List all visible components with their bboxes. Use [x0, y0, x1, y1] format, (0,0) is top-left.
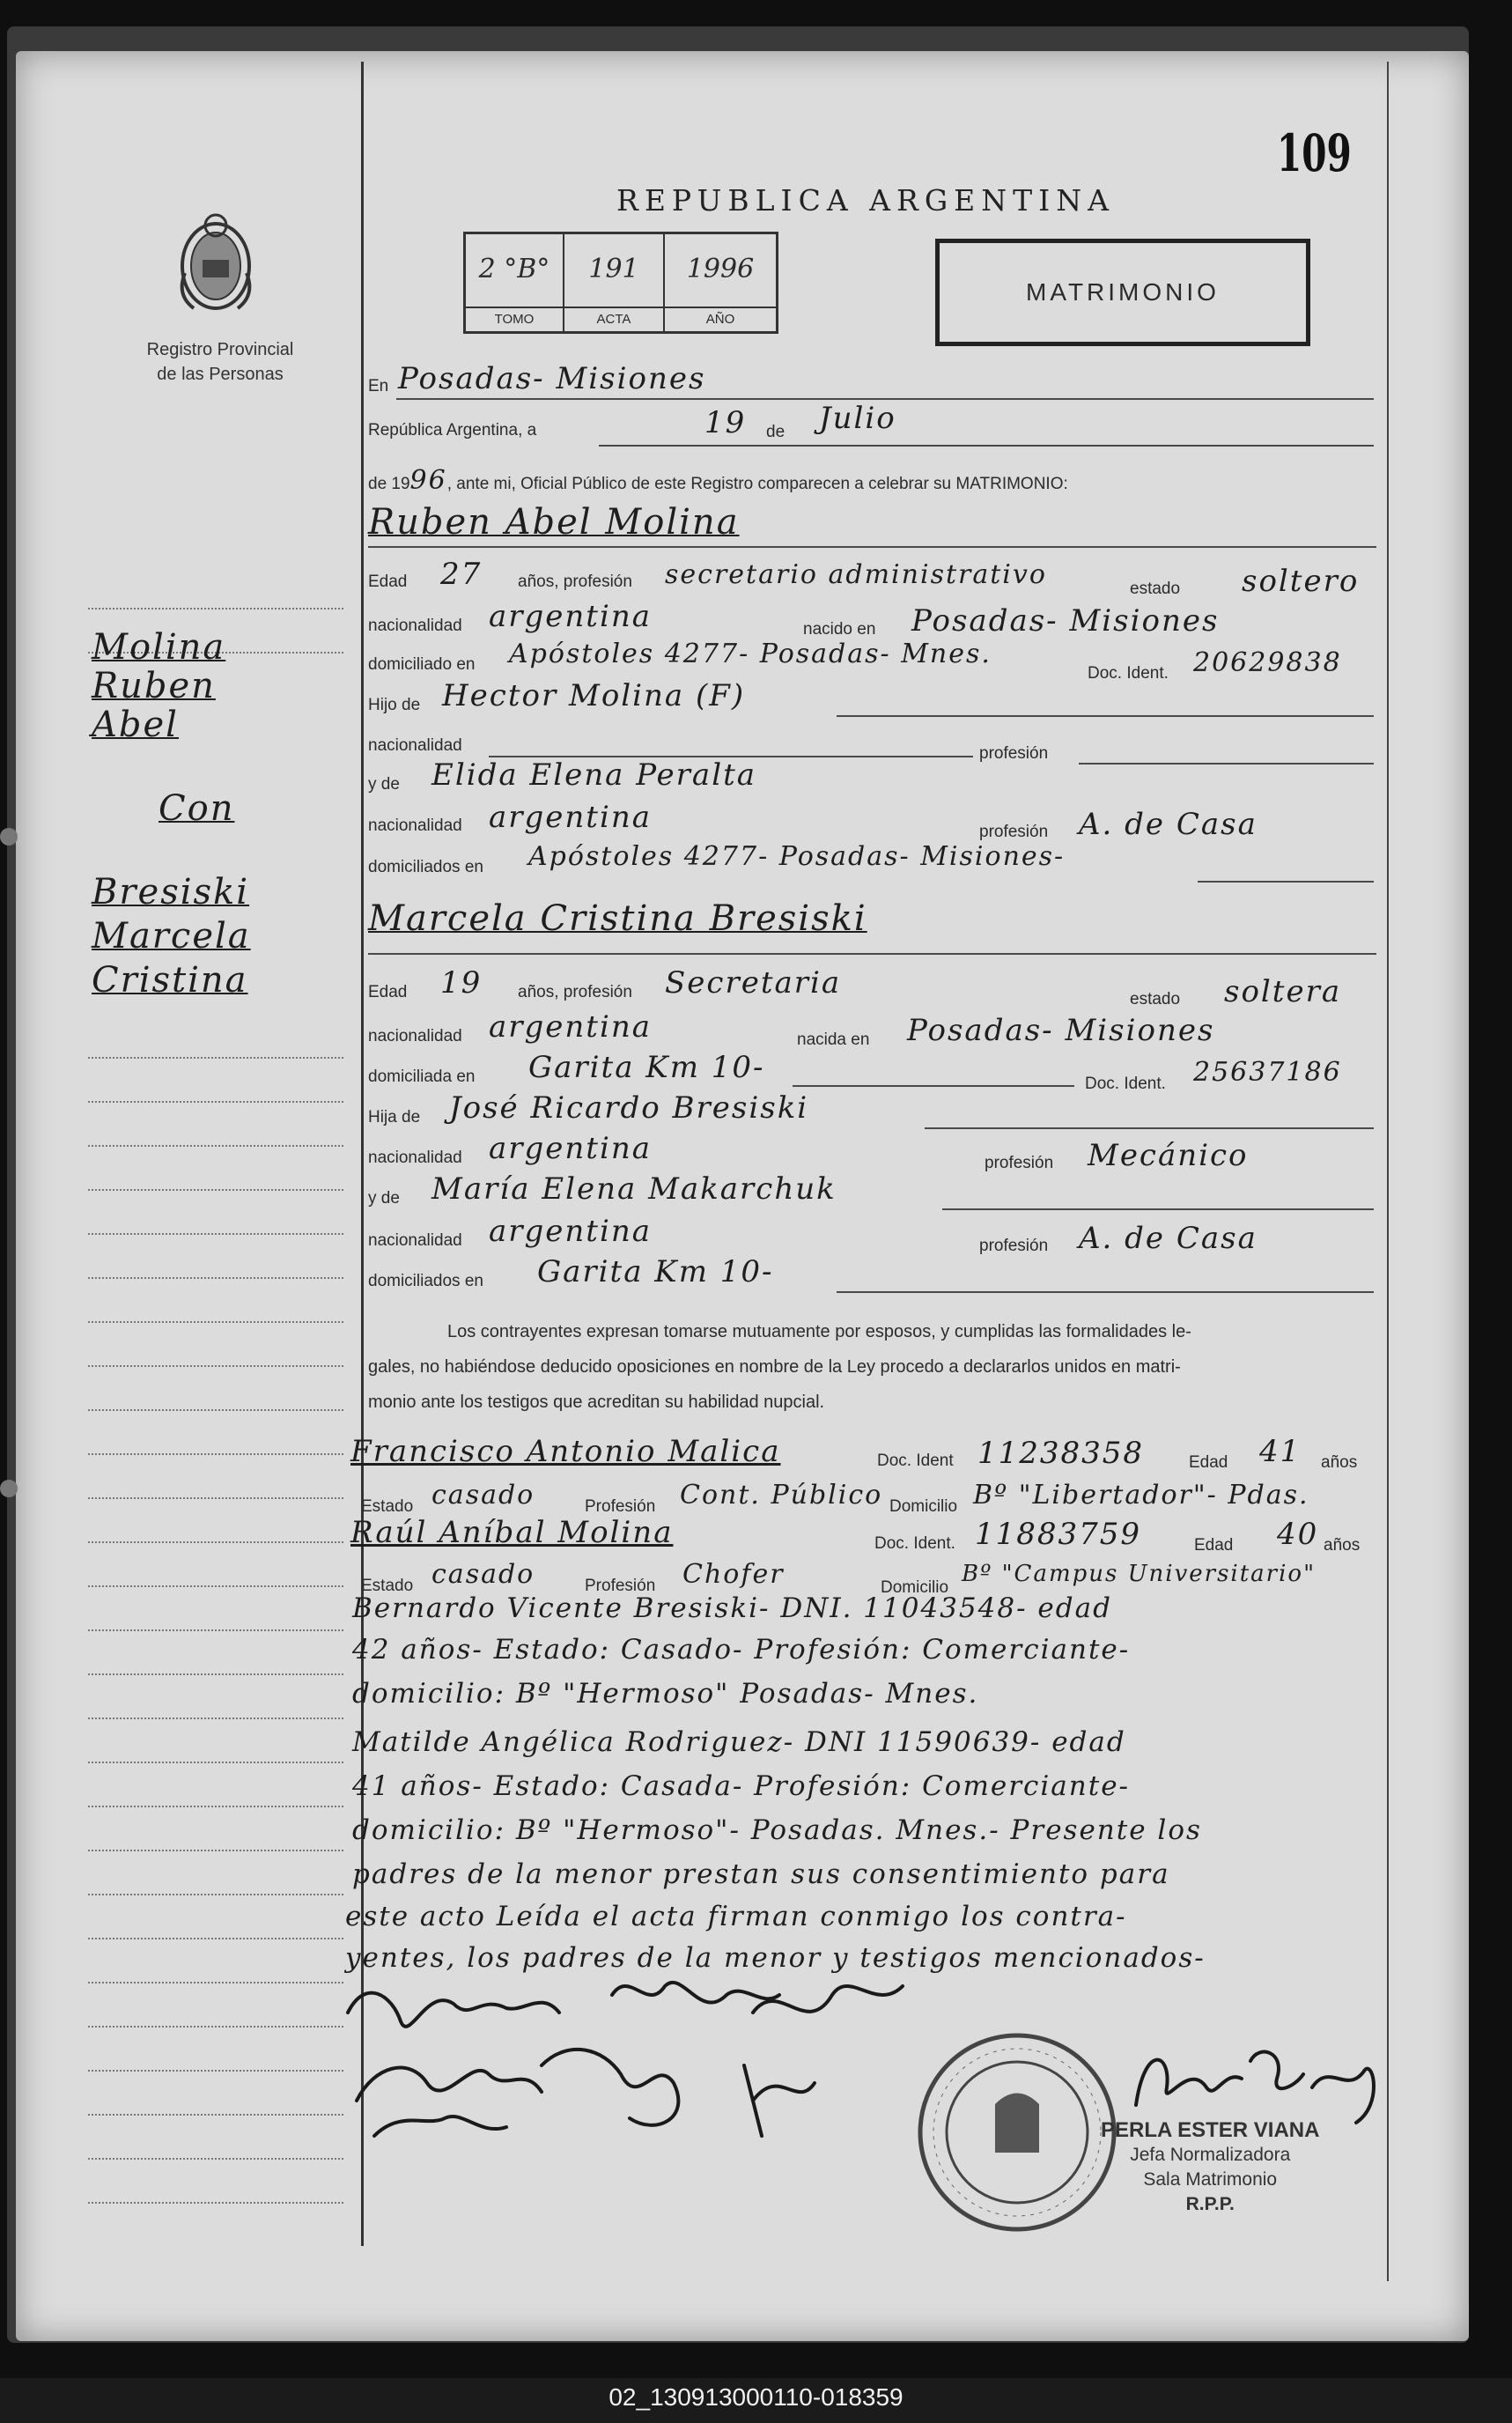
- witness1-doc-label: Doc. Ident: [877, 1452, 954, 1470]
- witness1-anos: años: [1321, 1453, 1358, 1472]
- margin-rule: [88, 2026, 343, 2028]
- witness1-estado: casado: [431, 1480, 535, 1511]
- witness2-prof: Chofer: [682, 1559, 785, 1590]
- bride-nac-label: nacionalidad: [368, 1027, 462, 1045]
- witness1-prof: Cont. Público: [680, 1480, 883, 1511]
- groom-name: Ruben Abel Molina: [368, 502, 740, 543]
- margin-rule: [88, 1938, 343, 1939]
- year-suffix: 96: [409, 465, 447, 496]
- witness1-estado-label: Estado: [361, 1497, 414, 1516]
- witness2-dom: Bº "Campus Universitario": [962, 1561, 1317, 1587]
- bride-prof-label: años, profesión: [518, 983, 632, 1001]
- handwritten-note-line: este acto Leída el acta firman conmigo los contra-: [345, 1901, 1127, 1932]
- handwritten-note-line: Matilde Angélica Rodriguez- DNI 11590639- edad: [352, 1726, 1126, 1758]
- line: [1198, 881, 1374, 883]
- country-heading: REPUBLICA ARGENTINA: [616, 183, 1115, 218]
- groom-nacido-label: nacido en: [803, 620, 876, 639]
- witness2-anos: años: [1324, 1536, 1361, 1555]
- witness1-dom: Bº "Libertador"- Pdas.: [973, 1480, 1309, 1511]
- margin-rule: [88, 1673, 343, 1675]
- date-line: [599, 445, 1374, 447]
- acta-cell: [564, 234, 665, 331]
- year-text: , ante mi, Oficial Público de este Registro comparecen a celebrar su MATRIMONIO:: [446, 475, 1068, 493]
- margin-groom-surname: Molina: [92, 627, 226, 668]
- official-seal: [914, 2029, 1120, 2235]
- bride-edad-label: Edad: [368, 983, 408, 1001]
- groom-doc-label: Doc. Ident.: [1088, 664, 1169, 683]
- acta-value: 191: [588, 254, 639, 284]
- witness2-name: Raúl Aníbal Molina: [350, 1515, 674, 1550]
- handwritten-note-line: Bernardo Vicente Bresiski- DNI. 11043548- edad: [352, 1592, 1112, 1624]
- registry-label: [114, 337, 326, 387]
- officer-title: Jefa Normalizadora: [1130, 2145, 1291, 2165]
- handwritten-note-line: 42 años- Estado: Casado- Profesión: Comerciante-: [352, 1634, 1131, 1666]
- bride-nacionalidad: argentina: [489, 1009, 653, 1045]
- margin-rule: [88, 1321, 343, 1323]
- margin-rule: [88, 2114, 343, 2116]
- line: [837, 715, 1374, 717]
- groom-profesion: secretario administrativo: [665, 559, 1047, 590]
- officer-signature: [1118, 2026, 1400, 2131]
- declaration-paragraph: [368, 1314, 1372, 1420]
- line: [942, 1208, 1374, 1210]
- bride-name-line: [368, 953, 1376, 955]
- officer-block: [1101, 2118, 1319, 2217]
- groom-domicilio: Apóstoles 4277- Posadas- Mnes.: [509, 639, 992, 669]
- tomo-label: TOMO: [466, 307, 563, 331]
- bride-padre: José Ricardo Bresiski: [449, 1090, 809, 1126]
- witness1-edad: 41: [1259, 1434, 1302, 1469]
- bride-padre-nac-label: nacionalidad: [368, 1149, 462, 1167]
- witness2-doc-label: Doc. Ident.: [874, 1534, 955, 1553]
- ano-label: AÑO: [665, 307, 776, 331]
- witness1-dom-label: Domicilio: [889, 1497, 958, 1516]
- tomo-cell: [466, 234, 564, 331]
- groom-name-line: [368, 546, 1376, 548]
- page-number: 109: [1277, 123, 1352, 183]
- witness2-edad-label: Edad: [1194, 1536, 1234, 1555]
- de-label: de: [766, 423, 786, 441]
- bride-domicilio: Garita Km 10-: [528, 1050, 765, 1085]
- bride-padre-profesion: Mecánico: [1088, 1138, 1249, 1173]
- binder-ring: [0, 1480, 18, 1497]
- groom-yde-label: y de: [368, 775, 400, 794]
- groom-madre-prof-label: profesión: [979, 823, 1049, 841]
- margin-rule: [88, 2070, 343, 2072]
- year-prefix: de 19: [368, 475, 410, 493]
- bride-doc: 25637186: [1193, 1057, 1342, 1088]
- bride-estado-label: estado: [1130, 990, 1181, 1008]
- margin-rule: [88, 1189, 343, 1191]
- groom-nac-label: nacionalidad: [368, 617, 462, 635]
- witness2-estado: casado: [431, 1559, 535, 1590]
- image-caption: 02_130913000110-018359: [608, 2383, 904, 2411]
- margin-rule: [88, 2202, 343, 2204]
- acta-label: ACTA: [564, 307, 663, 331]
- margin-rule: [88, 1145, 343, 1147]
- groom-padre: Hector Molina (F): [442, 678, 746, 713]
- margin-bride-second: Cristina: [92, 960, 248, 1001]
- groom-prof-label: años, profesión: [518, 573, 632, 591]
- bride-madre-prof-label: profesión: [979, 1237, 1049, 1255]
- margin-rule: [88, 1718, 343, 1719]
- month-value: Julio: [819, 401, 896, 436]
- margin-rule: [88, 1365, 343, 1367]
- margin-rule: [88, 1850, 343, 1851]
- groom-madre-profesion: A. de Casa: [1079, 807, 1258, 842]
- margin-rule: [88, 1762, 343, 1763]
- margin-rule: [88, 1277, 343, 1279]
- bride-madre: María Elena Makarchuk: [431, 1171, 837, 1207]
- margin-groom-first: Ruben: [92, 666, 216, 706]
- witness1-edad-label: Edad: [1189, 1453, 1228, 1472]
- bride-padre-nacionalidad: argentina: [489, 1131, 653, 1166]
- groom-domiciliados: Apóstoles 4277- Posadas- Misiones-: [528, 841, 1066, 872]
- witness1-prof-label: Profesión: [585, 1497, 656, 1516]
- bride-dom-label: domiciliada en: [368, 1067, 476, 1086]
- witness1-doc: 11238358: [977, 1436, 1145, 1471]
- handwritten-note-line: 41 años- Estado: Casada- Profesión: Comerciante-: [352, 1770, 1131, 1802]
- handwritten-note-line: yentes, los padres de la menor y testigos mencionados-: [345, 1942, 1206, 1974]
- day-value: 19: [704, 405, 747, 440]
- groom-estado: soltero: [1242, 564, 1360, 599]
- bride-edad: 19: [440, 965, 483, 1001]
- margin-rule: [88, 1233, 343, 1235]
- margin-connector: Con: [159, 788, 235, 829]
- record-type-box: MATRIMONIO: [935, 239, 1310, 346]
- groom-domiciliados-label: domiciliados en: [368, 858, 483, 876]
- bride-yde-label: y de: [368, 1189, 400, 1208]
- place-line: [396, 398, 1374, 400]
- line: [1079, 763, 1374, 765]
- officer-office: Sala Matrimonio: [1143, 2169, 1278, 2190]
- year-line: [368, 465, 1068, 496]
- groom-nacionalidad: argentina: [489, 599, 653, 634]
- handwritten-note-line: padres de la menor prestan sus consentimiento para: [352, 1858, 1170, 1890]
- bride-estado: soltera: [1224, 974, 1342, 1009]
- bride-madre-profesion: A. de Casa: [1079, 1221, 1258, 1256]
- bride-nacida: Posadas- Misiones: [907, 1013, 1215, 1048]
- groom-padre-nac-label: nacionalidad: [368, 736, 462, 755]
- witness2-doc: 11883759: [975, 1517, 1142, 1552]
- place-value: Posadas- Misiones: [398, 361, 706, 396]
- bride-madre-nacionalidad: argentina: [489, 1214, 653, 1249]
- margin-rule: [88, 1982, 343, 1983]
- bride-nacida-label: nacida en: [797, 1031, 870, 1049]
- declaration-line: Los contrayentes expresan tomarse mutuamente por esposos, y cumplidas las formalidades le-: [447, 1322, 1191, 1341]
- margin-rule: [88, 1409, 343, 1411]
- bride-domiciliados: Garita Km 10-: [537, 1254, 774, 1289]
- right-border: [1387, 62, 1389, 2281]
- margin-rule: [88, 1101, 343, 1103]
- bride-hija-label: Hija de: [368, 1108, 421, 1127]
- binder-ring: [0, 828, 18, 846]
- groom-edad: 27: [440, 557, 483, 592]
- groom-nacido: Posadas- Misiones: [911, 603, 1220, 639]
- witness2-dom-label: Domicilio: [881, 1578, 949, 1597]
- groom-edad-label: Edad: [368, 573, 408, 591]
- margin-rule: [88, 608, 343, 609]
- bride-domiciliados-label: domiciliados en: [368, 1272, 483, 1290]
- witness2-prof-label: Profesión: [585, 1577, 656, 1595]
- witness1-name: Francisco Antonio Malica: [350, 1434, 781, 1469]
- witness2-estado-label: Estado: [361, 1577, 414, 1595]
- handwritten-note-line: domicilio: Bº "Hermoso" Posadas- Mnes.: [352, 1678, 979, 1710]
- margin-rule: [88, 1453, 343, 1455]
- margin-bride-surname: Bresiski: [92, 872, 250, 912]
- groom-madre-nac-label: nacionalidad: [368, 816, 462, 835]
- bride-padre-prof-label: profesión: [985, 1154, 1054, 1172]
- handwritten-note-line: domicilio: Bº "Hermoso"- Posadas. Mnes.- Presente los: [352, 1814, 1202, 1846]
- groom-madre: Elida Elena Peralta: [431, 757, 757, 793]
- witness2-edad: 40: [1277, 1517, 1319, 1552]
- coat-of-arms-icon: [167, 211, 264, 317]
- line: [793, 1085, 1074, 1087]
- groom-dom-label: domiciliado en: [368, 655, 476, 674]
- tomo-value: 2 °B°: [478, 254, 550, 284]
- margin-rule: [88, 1894, 343, 1895]
- margin-rule: [88, 2158, 343, 2160]
- groom-estado-label: estado: [1130, 580, 1181, 598]
- en-label: En: [368, 377, 389, 395]
- ano-cell: [665, 234, 776, 331]
- margin-rule: [88, 1806, 343, 1807]
- bride-madre-nac-label: nacionalidad: [368, 1231, 462, 1250]
- margin-rule: [88, 1585, 343, 1587]
- bride-doc-label: Doc. Ident.: [1085, 1075, 1166, 1093]
- margin-rule: [88, 1541, 343, 1543]
- registry-text: Registro Provincial de las Personas: [146, 340, 294, 384]
- margin-rule: [88, 1057, 343, 1059]
- groom-doc: 20629838: [1193, 647, 1342, 678]
- margin-bride-first: Marcela: [92, 916, 251, 957]
- officer-initials: R.P.P.: [1185, 2194, 1235, 2214]
- margin-rule: [88, 1629, 343, 1631]
- groom-madre-nacionalidad: argentina: [489, 800, 653, 835]
- margin-rule: [88, 1497, 343, 1499]
- republic-label: República Argentina, a: [368, 421, 537, 440]
- record-id-box: [463, 232, 778, 334]
- margin-groom-second: Abel: [92, 705, 179, 745]
- line: [925, 1127, 1374, 1129]
- bride-name: Marcela Cristina Bresiski: [368, 898, 867, 939]
- line: [837, 1291, 1374, 1293]
- declaration-line: gales, no habiéndose deducido oposiciones en nombre de la Ley procedo a declararlos unidos en matri-: [368, 1357, 1181, 1377]
- groom-padre-prof-label: profesión: [979, 744, 1049, 763]
- groom-hijo-label: Hijo de: [368, 696, 421, 714]
- declaration-line: monio ante los testigos que acreditan su habilidad nupcial.: [368, 1392, 825, 1412]
- ano-value: 1996: [686, 254, 755, 284]
- bride-profesion: Secretaria: [665, 965, 842, 1001]
- officer-name: PERLA ESTER VIANA: [1101, 2118, 1320, 2142]
